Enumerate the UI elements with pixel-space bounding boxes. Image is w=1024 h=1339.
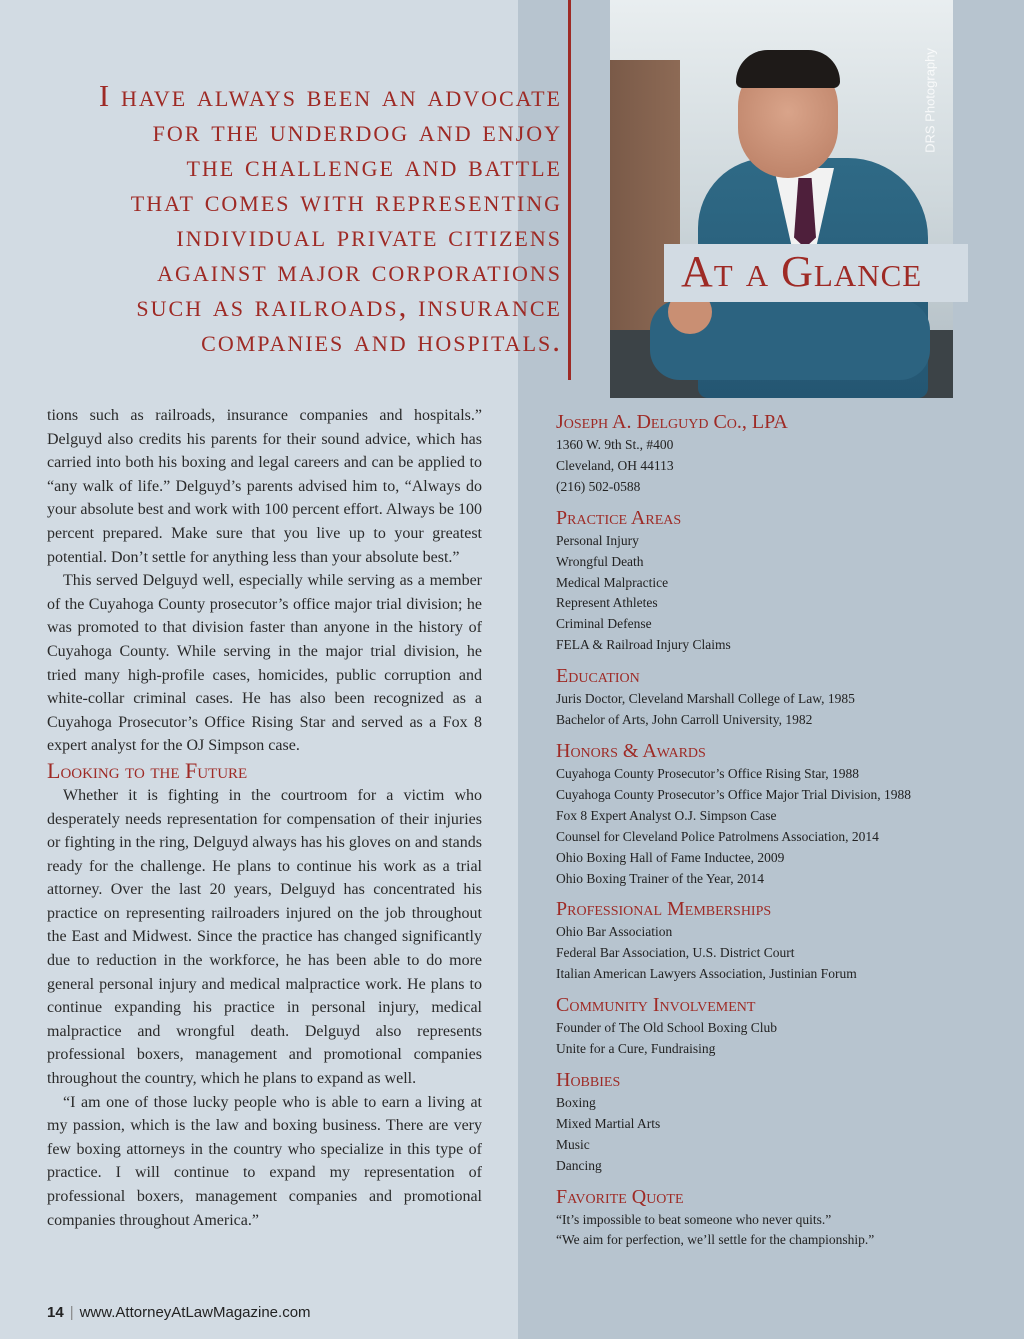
practice-item: Wrongful Death — [556, 553, 644, 569]
hobby-item: Mixed Martial Arts — [556, 1115, 661, 1131]
memberships-title: Professional Memberships — [556, 898, 772, 921]
practice-item: Medical Malpractice — [556, 574, 669, 590]
practice-item: Criminal Defense — [556, 616, 652, 632]
page-number: 14 — [47, 1304, 64, 1321]
quote-title: Favorite Quote — [556, 1185, 684, 1208]
pull-quote-line: individual private citizens — [176, 218, 562, 253]
memberships-section — [556, 897, 976, 985]
glance-title: At a Glance — [681, 247, 923, 296]
membership-item: Ohio Bar Association — [556, 924, 673, 940]
firm-title: Joseph A. Delguyd Co., LPA — [556, 411, 788, 433]
practice-item: FELA & Railroad Injury Claims — [556, 637, 731, 653]
hobbies-section — [556, 1068, 976, 1177]
footer-separator: | — [69, 1304, 74, 1321]
quote-item: “It’s impossible to beat someone who never quits.” — [556, 1211, 832, 1227]
hobby-item: Dancing — [556, 1157, 602, 1173]
practice-title: Practice Areas — [556, 506, 682, 529]
education-item: Bachelor of Arts, John Carroll University, 1982 — [556, 712, 813, 728]
footer-website: www.AttorneyAtLawMagazine.com — [79, 1304, 311, 1321]
pull-quote-line: the challenge and battle — [186, 148, 562, 183]
pull-quote-line: companies and hospitals. — [201, 323, 562, 358]
firm-line: 1360 W. 9th St., #400 — [556, 437, 674, 452]
photo-credit-text: DRS Photography — [922, 48, 938, 153]
practice-item: Personal Injury — [556, 532, 639, 548]
honors-item: Ohio Boxing Trainer of the Year, 2014 — [556, 870, 764, 886]
membership-item: Federal Bar Association, U.S. District Court — [556, 945, 795, 961]
section-heading: Looking to the Future — [47, 757, 248, 783]
photo-hair — [736, 50, 840, 88]
community-title: Community Involvement — [556, 994, 756, 1017]
honors-item: Ohio Boxing Hall of Fame Inductee, 2009 — [556, 849, 785, 865]
portrait-photo — [610, 0, 953, 398]
community-item: Unite for a Cure, Fundraising — [556, 1041, 716, 1057]
pull-quote — [40, 78, 562, 358]
firm-line: Cleveland, OH 44113 — [556, 457, 674, 473]
pullquote-divider — [568, 0, 571, 380]
pull-quote-line: for the underdog and enjoy — [152, 113, 562, 148]
pull-quote-line: against major corporations — [157, 253, 562, 288]
page-footer — [47, 1304, 311, 1321]
at-a-glance-sidebar — [556, 410, 976, 1259]
community-section — [556, 993, 976, 1060]
community-item: Founder of The Old School Boxing Club — [556, 1020, 777, 1036]
honors-title: Honors & Awards — [556, 739, 706, 762]
honors-item: Cuyahoga County Prosecutor’s Office Major Trial Division, 1988 — [556, 786, 911, 802]
honors-item: Fox 8 Expert Analyst O.J. Simpson Case — [556, 807, 777, 823]
article-body — [47, 404, 482, 1232]
quote-item: “We aim for perfection, we’ll settle for the championship.” — [556, 1232, 875, 1248]
practice-item: Represent Athletes — [556, 595, 658, 611]
honors-item: Cuyahoga County Prosecutor’s Office Rising Star, 1988 — [556, 765, 860, 781]
hobby-item: Boxing — [556, 1094, 596, 1110]
education-title: Education — [556, 665, 640, 688]
hobbies-title: Hobbies — [556, 1068, 621, 1091]
article-paragraph: This served Delguyd well, especially while serving as a member of the Cuyahoga County prosecutor’s office major trial division; he was promoted to that division faster than anyone in the history of Cuyahoga County. While serving in the major trial division, he tried many high-profile cases, homicides, public corruption and white-collar criminal cases. He has also been recognized as a Cuyahoga Prosecutor’s Office Rising Star and served as a Fox 8 expert analyst for the OJ Simpson case. — [47, 572, 482, 755]
membership-item: Italian American Lawyers Association, Justinian Forum — [556, 966, 857, 982]
honors-section — [556, 739, 976, 889]
pull-quote-line: I have always been an advocate — [98, 78, 562, 113]
pull-quote-line: that comes with representing — [130, 183, 562, 218]
firm-section — [556, 410, 976, 498]
honors-item: Counsel for Cleveland Police Patrolmens Association, 2014 — [556, 828, 879, 844]
article-paragraph: “I am one of those lucky people who is able to earn a living at my passion, which is the law and boxing business. There are very few boxing attorneys in the country who specialize in this type of practice. I will continue to expand my representation of professional boxers, management companies and promotional companies throughout America.” — [47, 1093, 482, 1229]
practice-section — [556, 506, 976, 656]
education-section — [556, 664, 976, 731]
article-paragraph: tions such as railroads, insurance companies and hospitals.” Delguyd also credits his parents for their sound advice, which has carried into both his boxing and legal careers and can be applied to “any walk of life.” Delguyd’s parents advised him to, “Always do your absolute best and work with 100 percent effort. Always be 100 percent prepared. Make sure that you live up to your greatest potential. Don’t settle for anything less than your absolute best.” — [47, 407, 482, 566]
photo-credit — [915, 35, 937, 175]
firm-line: (216) 502-0588 — [556, 478, 641, 494]
education-item: Juris Doctor, Cleveland Marshall College of Law, 1985 — [556, 691, 855, 707]
pull-quote-line: such as railroads, insurance — [136, 288, 562, 323]
quote-section — [556, 1185, 976, 1252]
hobby-item: Music — [556, 1136, 590, 1152]
article-paragraph: Whether it is fighting in the courtroom for a victim who desperately needs representation for compensation of their injuries or fighting in the ring, Delguyd always has his gloves on and stands ready for the challenge. He plans to continue his work as a trial attorney. Over the last 20 years, Delguyd has concentrated his practice on representing railroaders injured on the job throughout the East and Midwest. Since the practice has changed significantly due to reduction in the workforce, he has been able to do more general personal injury and medical malpractice work. He plans to continue expanding his practice in personal injury, medical malpractice and wrongful death. Delguyd also represents professional boxers, management and promotional companies throughout the country, which he plans to expand as well. — [47, 786, 482, 1088]
